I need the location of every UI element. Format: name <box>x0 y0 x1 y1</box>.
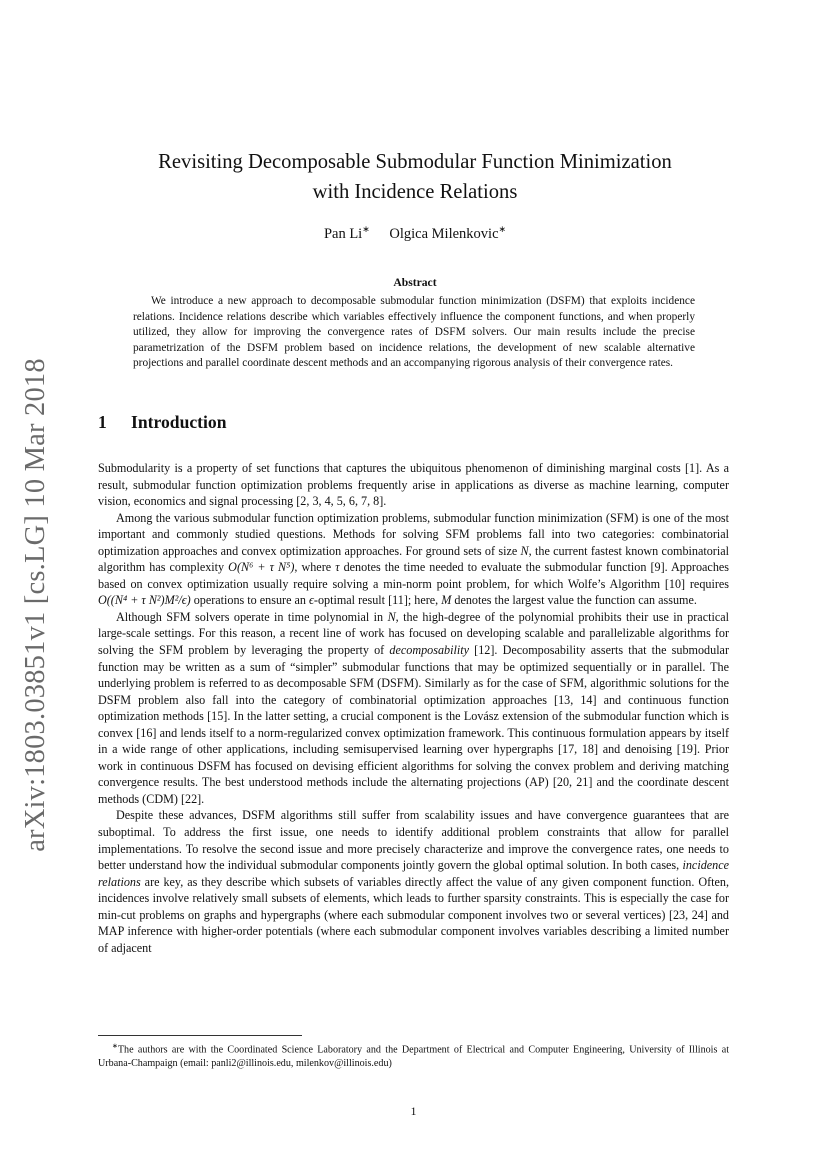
p2-text-a: Among the various submodular function optimization problems, submodular function minimization (SFM) is one of the most important and commonly studied questions. Methods for solving SFM problems fall into two categories: combinatorial optimization approaches and convex optimization approaches. For ground sets of size <box>98 510 729 558</box>
footnote <box>98 1040 729 1071</box>
p2-math-eps: ϵ <box>309 593 314 608</box>
footnote-text: The authors are with the Coordinated Science Laboratory and the Department of Electrical and Computer Engineering, University of Illinois at Urbana-Champaign (email: panli2@illinois.edu, milenkov@illinois.edu) <box>98 1044 729 1069</box>
section-heading <box>98 412 227 433</box>
author-2-mark: ∗ <box>498 224 507 234</box>
title-line-1: Revisiting Decomposable Submodular Function Minimization <box>158 151 672 173</box>
footnote-rule <box>98 1035 302 1036</box>
author-1 <box>324 226 370 242</box>
p2-math-complexity: O(N⁶ + τ N⁵) <box>228 560 295 575</box>
p2-math-n: N <box>520 543 529 558</box>
p2-text-d: denotes the time needed to evaluate the submodular function [9]. Approaches based on convex optimization usually require solving a min-norm point problem, for which Wolfe’s Algorithm [10] requires <box>98 560 730 591</box>
page-number: 1 <box>410 1104 417 1118</box>
p2-text-c: , where <box>294 560 336 575</box>
p2-math-tau: τ <box>335 560 340 575</box>
p4-text-a: Despite these advances, DSFM algorithms still suffer from scalability issues and have convergence guarantees that are suboptimal. To address the first issue, one needs to identify additional problem constraints that allow for parallel implementations. To resolve the second issue and more precisely characterize and improve the convergence rates, one needs to better understand how the individual submodular components jointly govern the global optimal solution. In both cases, <box>98 808 729 873</box>
author-1-mark: ∗ <box>362 224 370 234</box>
p2-text-g: denotes the largest value the function can assume. <box>451 593 697 608</box>
paragraph-4 <box>98 807 729 956</box>
p2-text-b: , the current fastest known combinatorial algorithm has complexity <box>98 543 729 575</box>
body-text <box>98 460 729 956</box>
section-title: Introduction <box>131 412 227 432</box>
paragraph-2 <box>98 510 729 609</box>
p4-emphasis: incidence relations <box>98 858 729 889</box>
author-list <box>100 224 730 243</box>
p3-text-b: , the high-degree of the polynomial prohibits their use in practical large-scale settings. For this reason, a recent line of work has focused on developing scalable and parallelizable algorithms for solving the SFM problem by leveraging the property of <box>98 609 729 658</box>
author-2 <box>389 226 506 242</box>
p2-text-e: operations to ensure an <box>190 593 309 608</box>
p3-math-n: N <box>387 609 396 624</box>
paper-title <box>100 147 730 207</box>
author-2-name: Olgica Milenkovic <box>389 225 499 242</box>
p3-text-c: [12]. Decomposability asserts that the submodular function may be written as a sum of “simpler” submodular functions that may be optimized sequentially or in parallel. The underlying problem is referred to as decomposable SFM (DSFM). Similarly as for the case of SFM, algorithmic solutions for the DSFM problem also fall into the category of combinatorial optimization approaches [13, 14] and continuous function optimization methods [15]. In the latter setting, a crucial component is the Lovász extension of the submodular function which is convex [16] and lends itself to a norm-regularized convex optimization framework. This continuous formulation appears by itself in a wide range of other applications, including semisupervised learning over hypergraphs [17, 18] and denoising [19]. Prior work in continuous DSFM has focused on devising efficient algorithms for solving the convex problem and deriving matching convergence results. The best understood methods include the alternating projections (AP) [20, 21] and the coordinate descent methods (CDM) [22]. <box>98 643 729 806</box>
title-line-2: with Incidence Relations <box>312 181 518 203</box>
p2-text-f: -optimal result [11]; here, <box>313 593 442 608</box>
paragraph-3 <box>98 609 729 808</box>
footnote-mark: ∗ <box>112 1042 118 1050</box>
abstract-text: We introduce a new approach to decomposable submodular function minimization (DSFM) that exploits incidence relations. Incidence relations describe which variables effectively influence the component functions, and when properly utilized, they allow for improving the convergence rates of DSFM solvers. Our main results include the precise parametrization of the DSFM problem based on incidence relations, the development of new scalable alternative projections and parallel coordinate descent methods and an accompanying rigorous analysis of their convergence rates. <box>133 295 695 370</box>
arxiv-stamp-text: arXiv:1803.03851v1 [cs.LG] 10 Mar 2018 <box>20 358 52 852</box>
paragraph-1: Submodularity is a property of set functions that captures the ubiquitous phenomenon of diminishing marginal costs [1]. As a result, submodular function optimization problems frequently arise in applications as diverse as machine learning, computer vision, economics and signal processing [2, 3, 4, 5, 6, 7, 8]. <box>98 461 729 509</box>
section-number: 1 <box>98 412 107 432</box>
p3-emphasis: decomposability <box>389 643 469 658</box>
p2-math-ops: O((N⁴ + τ N²)M²/ϵ) <box>98 593 191 608</box>
author-1-name: Pan Li <box>323 225 363 242</box>
p2-math-m: M <box>441 593 452 608</box>
arxiv-identifier-stamp <box>14 305 58 905</box>
abstract-heading: Abstract <box>393 276 437 289</box>
p3-text-a: Although SFM solvers operate in time polynomial in <box>116 609 388 624</box>
p4-text-b: are key, as they describe which subsets of variables directly affect the value of any given component function. Often, incidences involve relatively small subsets of elements, which leads to further sparsity constraints. This is especially the case for min-cut problems on graphs and hypergraphs (where each submodular component involves two or several vertices) [23, 24] and MAP inference with higher-order potentials (where each submodular component involves variables describing a limited number of adjacent <box>98 874 729 955</box>
